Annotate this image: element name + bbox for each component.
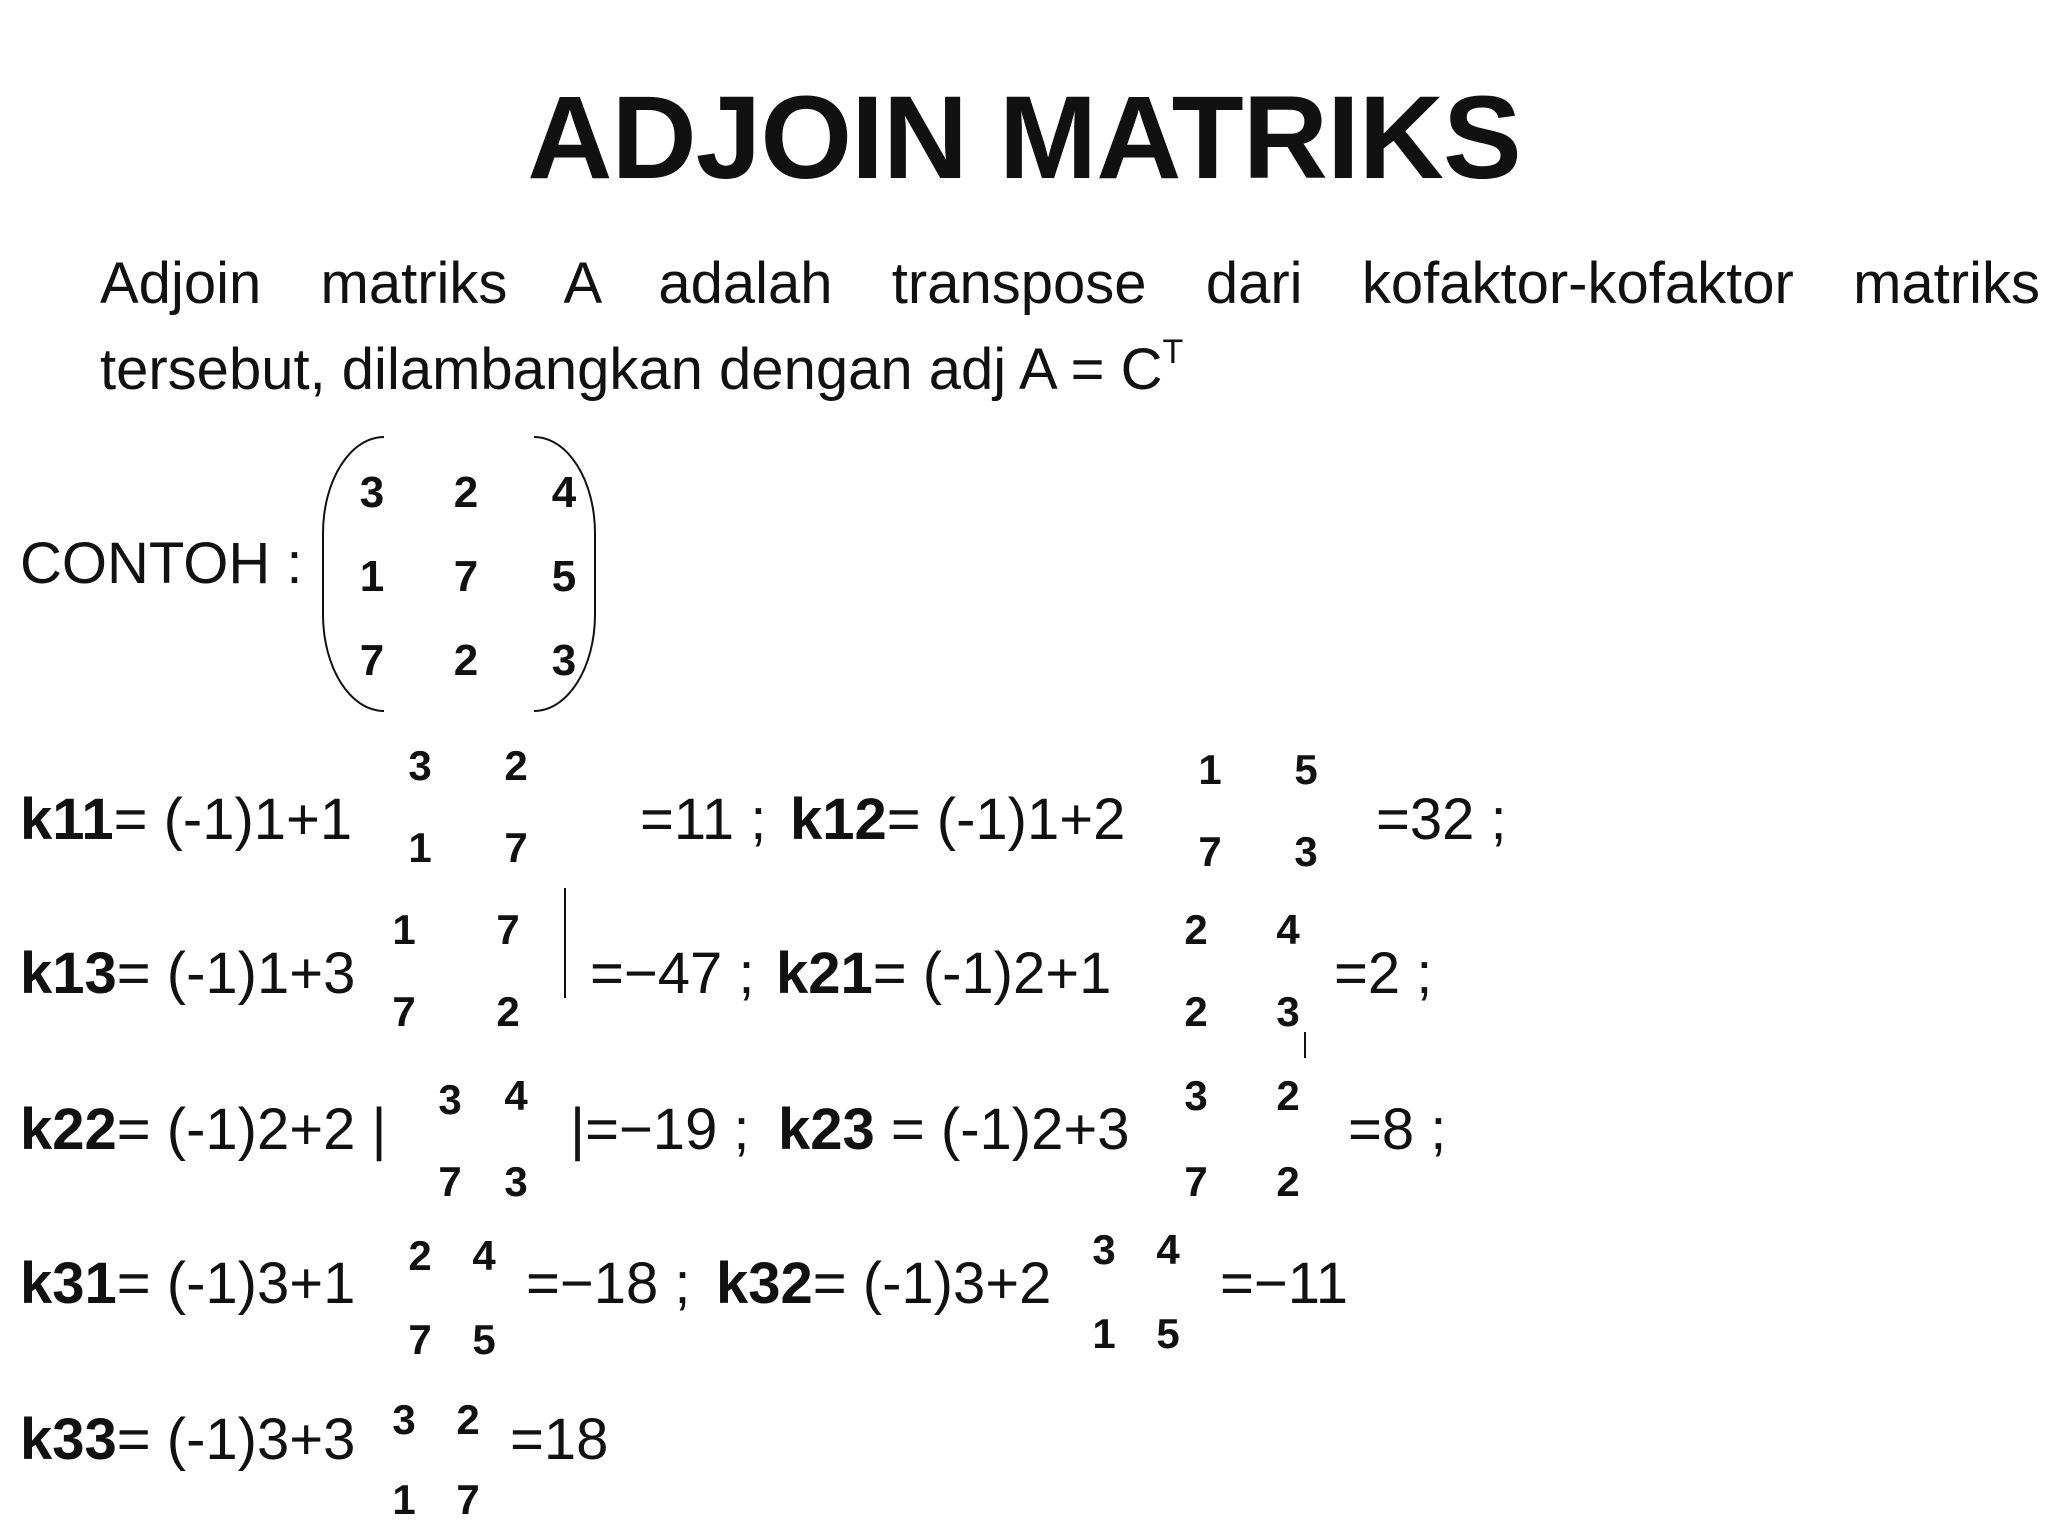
minor-cell: 4 <box>1156 1226 1180 1273</box>
minor-cell: 7 <box>408 1316 432 1363</box>
minor-cell: 3 <box>504 1158 528 1205</box>
cofactor-k12: k12= (-1)1+2 <box>790 787 1126 852</box>
matrix-cell: 2 <box>453 636 479 685</box>
minor-cell: 7 <box>504 824 528 871</box>
cofactor-k22-result: |=−19 ; <box>570 1097 750 1162</box>
minor-cell: 3 <box>438 1076 462 1123</box>
cofactor-k11: k11= (-1)1+1 <box>20 787 353 852</box>
cofactor-k21: k21= (-1)2+1 <box>776 941 1112 1006</box>
definition-text: tersebut, dilambangkan dengan adj A = C <box>100 337 1163 402</box>
minor-cell: 5 <box>1294 746 1318 793</box>
minor-cell: 2 <box>408 1232 432 1279</box>
matrix-cell: 2 <box>453 468 479 517</box>
minor-cell: 7 <box>496 906 520 953</box>
minor-cell: 7 <box>456 1476 480 1523</box>
matrix-cell: 3 <box>359 468 385 517</box>
cofactor-k33-result: =18 <box>510 1407 609 1472</box>
cofactor-k22: k22= (-1)2+2 | <box>20 1097 387 1162</box>
minor-cell: 7 <box>438 1158 462 1205</box>
minor-cell: 3 <box>1184 1072 1208 1119</box>
minor-cell: 2 <box>504 742 528 789</box>
cofactor-k11-result: =11 ; <box>640 787 767 852</box>
minor-cell: 7 <box>1184 1158 1208 1205</box>
minor-cell: 1 <box>408 824 432 871</box>
minor-cell: 3 <box>1276 988 1300 1035</box>
cofactor-k13: k13= (-1)1+3 <box>20 941 356 1006</box>
minor-cell: 3 <box>1092 1226 1116 1273</box>
minor-cell: 5 <box>1156 1310 1180 1357</box>
minor-cell: 2 <box>456 1396 480 1443</box>
minor-cell: 2 <box>1276 1158 1300 1205</box>
matrix-cell: 4 <box>551 468 577 517</box>
minor-cell: 3 <box>392 1396 416 1443</box>
matrix-cell: 7 <box>453 552 479 601</box>
minor-cell: 2 <box>1184 906 1208 953</box>
minor-cell: 1 <box>392 906 416 953</box>
determinant-bar <box>1304 1032 1306 1058</box>
cofactor-k31: k31= (-1)3+1 <box>20 1251 356 1316</box>
slide-title: ADJOIN MATRIKS <box>527 72 1521 204</box>
minor-cell: 2 <box>1276 1072 1300 1119</box>
cofactor-k32-result: =−11 <box>1220 1251 1348 1316</box>
cofactor-k32: k32= (-1)3+2 <box>716 1251 1052 1316</box>
minor-cell: 2 <box>1184 988 1208 1035</box>
minor-cell: 7 <box>392 988 416 1035</box>
minor-cell: 1 <box>1198 746 1222 793</box>
cofactor-k23-result: =8 ; <box>1348 1097 1447 1162</box>
cofactor-k12-result: =32 ; <box>1376 787 1507 852</box>
matrix-cell: 7 <box>359 636 385 685</box>
cofactor-k21-result: =2 ; <box>1334 941 1433 1006</box>
minor-cell: 7 <box>1198 828 1222 875</box>
minor-cell: 4 <box>472 1232 496 1279</box>
matrix-cell: 3 <box>551 636 577 685</box>
cofactor-k23: k23 = (-1)2+3 <box>778 1097 1130 1162</box>
minor-cell: 4 <box>1276 906 1300 953</box>
minor-cell: 3 <box>408 742 432 789</box>
cofactor-k13-result: =−47 ; <box>590 941 755 1006</box>
matrix-cell: 5 <box>551 552 577 601</box>
minor-cell: 1 <box>392 1476 416 1523</box>
minor-cell: 2 <box>496 988 520 1035</box>
transpose-superscript: T <box>1162 332 1184 371</box>
cofactor-k31-result: =−18 ; <box>526 1251 691 1316</box>
definition-line-1: Adjoin matriks A adalah transpose dari kofaktor-kofaktor matriks <box>100 251 2040 316</box>
minor-cell: 4 <box>504 1072 528 1119</box>
determinant-bar <box>564 888 566 998</box>
definition-line-2 <box>100 332 1184 403</box>
minor-cell: 1 <box>1092 1310 1116 1357</box>
matrix-cell: 1 <box>359 552 385 601</box>
example-label: CONTOH : <box>20 531 303 596</box>
minor-cell: 3 <box>1294 828 1318 875</box>
minor-cell: 5 <box>472 1316 496 1363</box>
cofactor-k33: k33= (-1)3+3 <box>20 1407 356 1472</box>
